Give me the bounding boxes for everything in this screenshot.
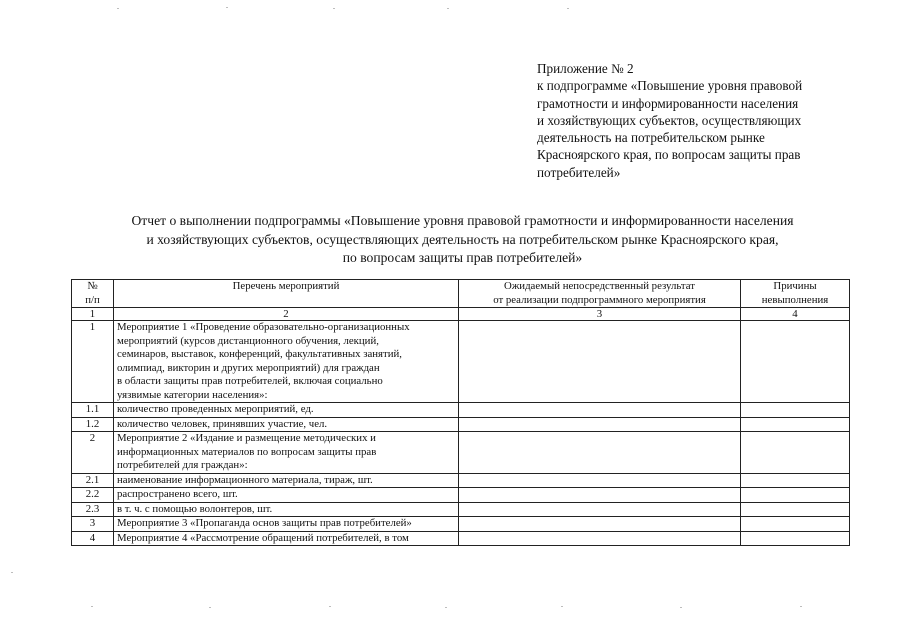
table-row: [72, 321, 850, 403]
event-description: [114, 473, 459, 488]
expected-result-cell: [459, 417, 741, 432]
header-events-line: Перечень мероприятий: [232, 280, 340, 292]
expected-result-cell: [459, 488, 741, 503]
appendix-line: Приложение № 2: [537, 61, 634, 76]
row-number: 2.3: [72, 502, 114, 517]
row-number: 2.1: [72, 473, 114, 488]
appendix-line: и хозяйствующих субъектов, осуществляющих: [537, 112, 802, 128]
table-row: [72, 502, 850, 517]
table-row: [72, 488, 850, 503]
column-number: 2: [114, 308, 459, 321]
scan-dot: [447, 8, 449, 9]
column-number-row: [72, 308, 850, 321]
header-reasons-line: Причины: [773, 280, 817, 292]
expected-result-cell: [459, 403, 741, 418]
scan-dot: [11, 572, 13, 573]
reasons-cell: [741, 488, 850, 503]
reasons-cell: [741, 531, 850, 546]
scan-dot: [209, 607, 211, 608]
scan-dot: [333, 8, 335, 9]
header-num: [72, 280, 114, 308]
header-result: [459, 280, 741, 308]
scan-dot: [329, 606, 331, 607]
table-row: [72, 473, 850, 488]
event-description-line: мероприятий (курсов дистанционного обучения, лекций,: [117, 334, 379, 347]
event-description-line: количество проведенных мероприятий, ед.: [117, 403, 314, 415]
event-description-line: Мероприятие 2 «Издание и размещение методических и: [117, 432, 376, 444]
event-description-line: в т. ч. с помощью волонтеров, шт.: [117, 502, 273, 515]
scan-dot: [445, 607, 447, 608]
expected-result-cell: [459, 321, 741, 403]
table-header-row: [72, 280, 850, 308]
row-number: 1.2: [72, 417, 114, 432]
event-description: [114, 321, 459, 403]
report-title-line: и хозяйствующих субъектов, осуществляющих деятельность на потребительском рынке Красноярского края,: [146, 231, 779, 247]
report-title-line: Отчет о выполнении подпрограммы «Повышение уровня правовой грамотности и информированности населения: [131, 213, 794, 228]
event-description: [114, 502, 459, 517]
reasons-cell: [741, 321, 850, 403]
table-row: [72, 403, 850, 418]
event-description: [114, 432, 459, 474]
scan-dot: [680, 607, 682, 608]
appendix-note: [537, 60, 867, 181]
header-num-line: №: [87, 280, 98, 292]
event-description-line: Мероприятие 1 «Проведение образовательно-организационных: [117, 321, 410, 333]
column-number: 4: [741, 308, 850, 321]
column-number: 3: [459, 308, 741, 321]
event-description-line: Мероприятие 3 «Пропаганда основ защиты прав потребителей»: [117, 517, 412, 529]
scan-dot: [561, 606, 563, 607]
header-reasons: [741, 280, 850, 308]
table-row: [72, 531, 850, 546]
event-description: [114, 403, 459, 418]
event-description-line: Мероприятие 4 «Рассмотрение обращений потребителей, в том: [117, 531, 409, 544]
scan-dot: [91, 606, 93, 607]
expected-result-cell: [459, 517, 741, 532]
reasons-cell: [741, 517, 850, 532]
event-description: [114, 488, 459, 503]
event-description-line: олимпиад, викторин и других мероприятий) для граждан: [117, 361, 380, 374]
header-events: [114, 280, 459, 308]
table-row: [72, 417, 850, 432]
reasons-cell: [741, 502, 850, 517]
reasons-cell: [741, 432, 850, 474]
table-row: [72, 432, 850, 474]
event-description-line: наименование информационного материала, тираж, шт.: [117, 473, 373, 486]
event-description-line: информационных материалов по вопросам защиты прав: [117, 445, 377, 458]
row-number: 3: [72, 517, 114, 532]
header-num-line: п/п: [85, 293, 100, 306]
expected-result-cell: [459, 531, 741, 546]
appendix-line: потребителей»: [537, 164, 621, 180]
column-number: 1: [72, 308, 114, 321]
event-description-line: в области защиты прав потребителей, включая социально: [117, 375, 383, 387]
row-number: 1.1: [72, 403, 114, 418]
expected-result-cell: [459, 473, 741, 488]
report-table: [71, 279, 850, 546]
header-result-line: Ожидаемый непосредственный результат: [504, 280, 695, 292]
appendix-line: Красноярского края, по вопросам защиты прав: [537, 147, 801, 163]
row-number: 2.2: [72, 488, 114, 503]
scan-dot: [800, 606, 802, 607]
scan-dot: [117, 8, 119, 9]
header-reasons-line: невыполнения: [761, 293, 829, 306]
appendix-line: грамотности и информированности населения: [537, 95, 799, 111]
event-description: [114, 517, 459, 532]
expected-result-cell: [459, 432, 741, 474]
row-number: 4: [72, 531, 114, 546]
expected-result-cell: [459, 502, 741, 517]
event-description-line: количество человек, принявших участие, чел.: [117, 417, 328, 430]
row-number: 2: [72, 432, 114, 474]
header-result-line: от реализации подпрограммного мероприятия: [493, 293, 706, 306]
row-number: 1: [72, 321, 114, 403]
scan-dot: [226, 7, 228, 8]
reasons-cell: [741, 403, 850, 418]
table-body: [72, 321, 850, 546]
reasons-cell: [741, 473, 850, 488]
event-description-line: уязвимые категории населения»:: [117, 388, 268, 401]
report-title-line: по вопросам защиты прав потребителей»: [342, 250, 583, 265]
appendix-line: к подпрограмме «Повышение уровня правовой: [537, 78, 803, 94]
scan-dot: [567, 8, 569, 9]
event-description-line: семинаров, выставок, конференций, факультативных занятий,: [117, 348, 402, 360]
event-description-line: потребителей для граждан»:: [117, 459, 248, 471]
appendix-line: деятельность на потребительском рынке: [537, 130, 765, 146]
event-description-line: распространено всего, шт.: [117, 488, 238, 500]
report-title: [60, 212, 865, 268]
reasons-cell: [741, 417, 850, 432]
event-description: [114, 531, 459, 546]
table-row: [72, 517, 850, 532]
event-description: [114, 417, 459, 432]
